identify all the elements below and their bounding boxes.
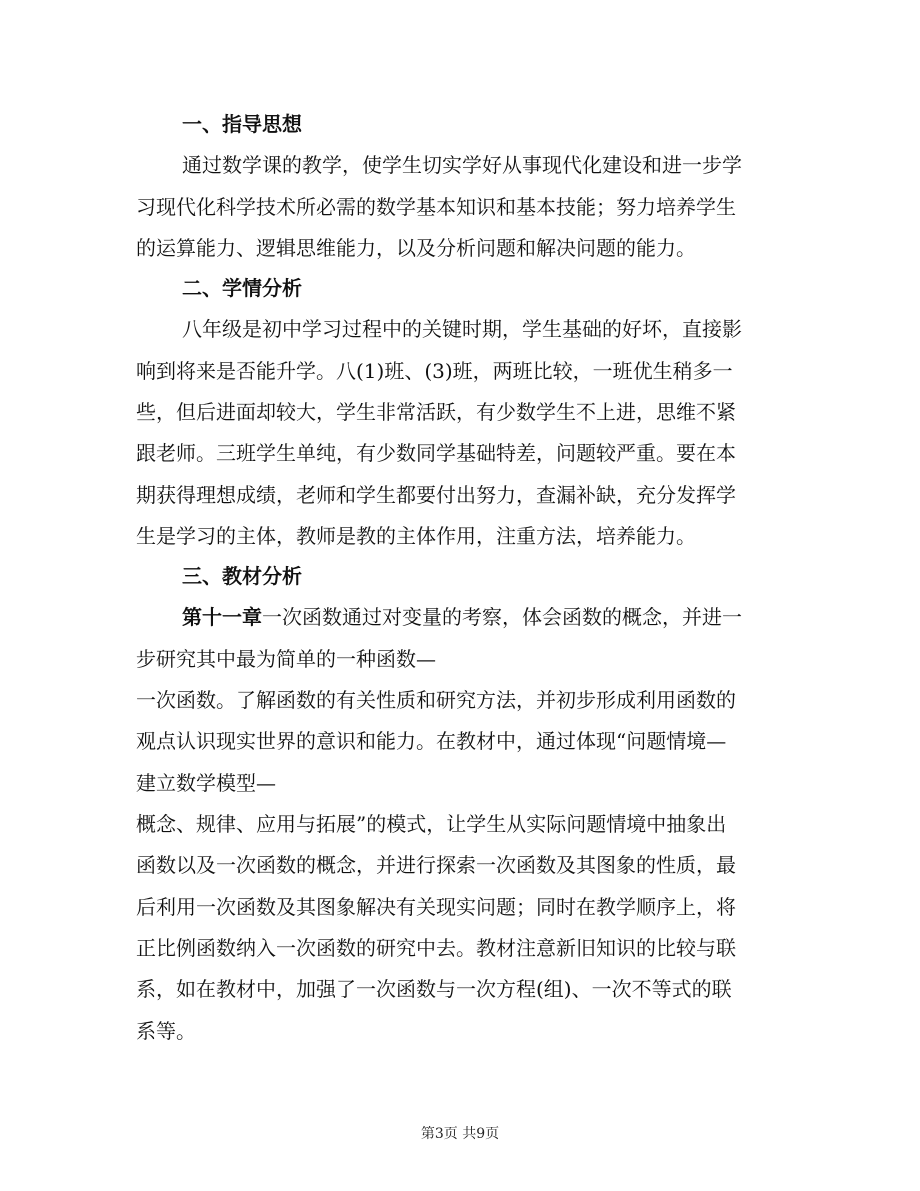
paragraph-line: 响到将来是否能升学。八(1)班、(3)班，两班比较，一班优生稍多一 (136, 359, 733, 383)
paragraph-line: 跟老师。三班学生单纯，有少数同学基础特差，问题较严重。要在本 (136, 441, 736, 465)
paragraph-line: 通过数学课的教学，使学生切实学好从事现代化建设和进一步学 (182, 153, 742, 177)
paragraph-line: 些，但后进面却较大，学生非常活跃，有少数学生不上进，思维不紧 (136, 400, 736, 424)
paragraph-line: 后利用一次函数及其图象解决有关现实问题；同时在教学顺序上，将 (136, 895, 736, 919)
paragraph-line: 的运算能力、逻辑思维能力，以及分析问题和解决问题的能力。 (136, 236, 696, 260)
paragraph-line: 一次函数。了解函数的有关性质和研究方法，并初步形成利用函数的 (136, 688, 736, 712)
page-number: 第3页 共9页 (420, 1126, 500, 1142)
paragraph-line: 观点认识现实世界的意识和能力。在教材中，通过体现“问题情境— (136, 729, 727, 753)
paragraph-text: 一次函数通过对变量的考察，体会函数的概念，并进一 (262, 605, 742, 629)
paragraph-line: 期获得理想成绩，老师和学生都要付出努力，查漏补缺，充分发挥学 (136, 483, 736, 507)
paragraph-line: 正比例函数纳入一次函数的研究中去。教材注意新旧知识的比较与联 (136, 936, 736, 960)
section-heading: 二、学情分析 (182, 276, 302, 300)
paragraph-line (182, 597, 920, 637)
paragraph-line: 生是学习的主体，教师是教的主体作用，注重方法，培养能力。 (136, 524, 696, 548)
section-heading: 一、指导思想 (182, 112, 302, 136)
paragraph-line: 步研究其中最为简单的一种函数— (136, 647, 436, 671)
paragraph-line: 概念、规律、应用与拓展”的模式，让学生从实际问题情境中抽象出 (136, 812, 727, 836)
paragraph-line: 函数以及一次函数的概念，并进行探索一次函数及其图象的性质，最 (136, 853, 736, 877)
paragraph-line: 系，如在教材中，加强了一次函数与一次方程(组)、一次不等式的联 (136, 977, 732, 1001)
chapter-label: 第十一章 (182, 605, 262, 629)
paragraph-line: 八年级是初中学习过程中的关键时期，学生基础的好坏，直接影 (182, 317, 742, 341)
section-heading: 三、教材分析 (182, 564, 302, 588)
paragraph-line: 系等。 (136, 1019, 196, 1043)
paragraph-line: 建立数学模型— (136, 771, 276, 795)
paragraph-line: 习现代化科学技术所必需的数学基本知识和基本技能；努力培养学生 (136, 195, 736, 219)
